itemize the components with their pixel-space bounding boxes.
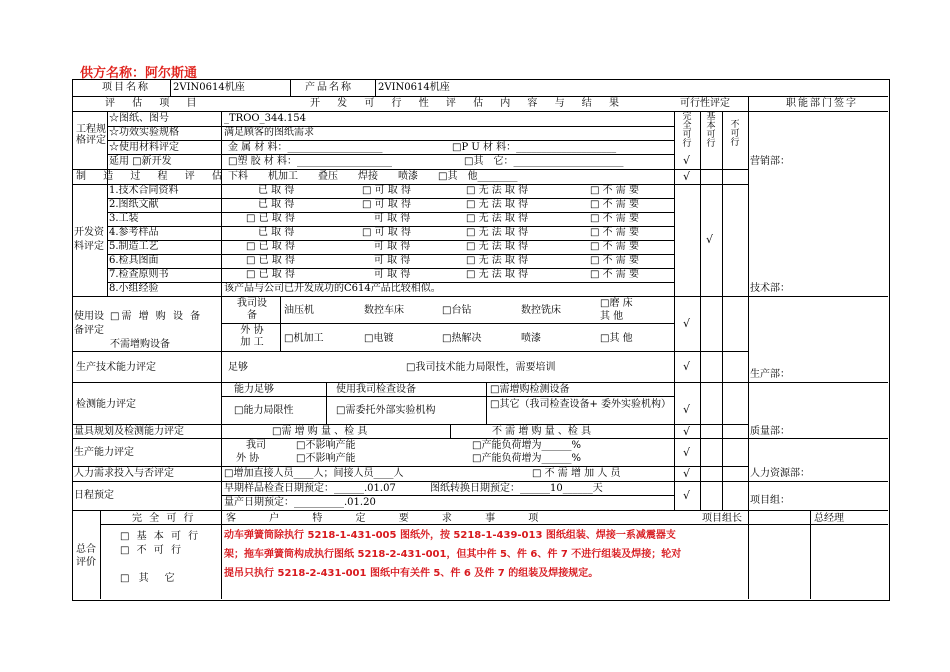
dev-row-unobtainable: □ 无 法 取 得 [466, 213, 529, 224]
overall-other: □ 其 它 [120, 573, 178, 584]
header-fully-feasible: 完全可行 [682, 112, 692, 149]
column-content-header: 开 发 可 行 性 评 估 内 容 与 结 果 [310, 98, 626, 109]
equip-cnc-lathe: 数控车床 [364, 305, 404, 316]
extend-new-item: 延用 □新开发 [109, 156, 172, 167]
capacity-own-increase: □产能负荷增为______% [472, 440, 581, 451]
gauge-label: 量具规划及检测能力评定 [74, 426, 184, 437]
tech-dept-sign: 技术部： [750, 283, 790, 294]
team-experience-item: 8.小组经验 [109, 283, 159, 294]
dev-row-obtained: 已 取 得 [258, 185, 295, 196]
marketing-sign: 营销部： [750, 156, 790, 167]
dev-row-unneeded: □ 不 需 要 [590, 269, 639, 280]
production-dept-sign: 生产部： [750, 369, 790, 380]
inspection-label: 检测能力评定 [76, 399, 136, 410]
inspect-limited: □能力局限性 [234, 405, 294, 416]
outsource-machining: □机加工 [284, 333, 324, 344]
dev-row-item: 7.检查原则书 [109, 269, 169, 280]
overall-basically-feasible: □ 基 本 可 行 [120, 531, 201, 542]
dev-row-obtained: □ 已 取 得 [246, 255, 295, 266]
dev-row-item: 3.工装 [109, 213, 139, 224]
engineering-label: 工程规格评定 [76, 124, 106, 146]
dev-row-item: 6.检具图面 [109, 255, 159, 266]
gauge-no-add: 不 需 增 购 量 、检 具 [492, 426, 592, 437]
equip-bench-drill: □台钻 [442, 305, 472, 316]
schedule-label: 日程预定 [74, 490, 114, 501]
other-material: □其 它：______________________ [464, 156, 624, 167]
dev-row-obtainable: □ 可 取 得 [362, 199, 411, 210]
header-not-feasible: 不可行 [730, 120, 740, 148]
equipment-check: √ [683, 317, 691, 330]
dev-row-obtained: □ 已 取 得 [246, 213, 295, 224]
plastic-material: □塑 胶 材 料：___________________ [228, 156, 392, 167]
dev-row-obtainable: 可 取 得 [374, 269, 411, 280]
gauge-add: □需 增 购 量 、检 具 [272, 426, 368, 437]
column-signature-header: 职能部门签字 [786, 98, 858, 109]
customer-requirements-text: 动车弹簧筒除执行 5218-1-431-005 图纸外，按 5218-1-439-013 图纸组装、焊接一系减震器支架；拖车弹簧筒构成执行图纸 5218-2-431-001，但其中件 5、件 6、件 7 不进行组装及焊接；轮对提吊只执行 5218-2-431-001 图纸中有关件 5、件 6 及件 7 的组装及焊接规定。 [224, 530, 682, 579]
hr-label: 人力需求投入与否评定 [74, 468, 174, 479]
own-equipment-label: 我司设备 [237, 298, 267, 321]
dev-row-obtained: 已 取 得 [258, 199, 295, 210]
pu-material: □P U 材 料：____________________ [452, 142, 617, 153]
project-leader-label: 项目组长 [702, 513, 742, 524]
manufacturing-check: √ [683, 170, 691, 183]
project-team-sign: 项目组： [750, 495, 790, 506]
engineering-check: √ [683, 154, 691, 167]
efficacy-item: ☆功效实验规格 [109, 127, 179, 138]
inspection-check: √ [683, 403, 691, 416]
hr-no-add: □ 不 需 增 加 人 员 [532, 468, 621, 479]
dev-row-unneeded: □ 不 需 要 [590, 199, 639, 210]
production-tech-label: 生产技术能力评定 [76, 362, 156, 373]
drawing-conversion-date: 图纸转换日期预定：______10______天 [430, 483, 603, 494]
dev-row-unneeded: □ 不 需 要 [590, 185, 639, 196]
dev-row-unobtainable: □ 无 法 取 得 [466, 241, 529, 252]
dev-row-unobtainable: □ 无 法 取 得 [466, 185, 529, 196]
hr-add-staff: □增加直接人员____人；间接人员____人 [224, 468, 404, 479]
dev-row-unobtainable: □ 无 法 取 得 [466, 199, 529, 210]
equip-grinder: □磨 床 [600, 298, 633, 309]
dev-row-obtainable: 可 取 得 [374, 255, 411, 266]
dev-row-item: 5.制造工艺 [109, 241, 159, 252]
hr-dept-sign: 人力资源部： [750, 468, 810, 479]
quality-dept-sign: 质量部： [750, 426, 790, 437]
material-item: ☆使用材料评定 [109, 142, 179, 153]
capacity-label: 生产能力评定 [74, 447, 134, 458]
manufacturing-label: 制 造 过 程 评 估 [76, 171, 229, 182]
dev-row-unobtainable: □ 无 法 取 得 [466, 227, 529, 238]
inspect-add-equipment: □需增购检测设备 [490, 384, 570, 395]
dev-row-unobtainable: □ 无 法 取 得 [466, 269, 529, 280]
mass-production-date: 量产日期预定：__________.01.20 [224, 497, 376, 508]
dev-row-unneeded: □ 不 需 要 [590, 213, 639, 224]
gauge-check: √ [683, 425, 691, 438]
outsource-painting: 喷漆 [521, 333, 541, 344]
dev-row-obtainable: 可 取 得 [374, 241, 411, 252]
dev-row-obtained: 已 取 得 [258, 227, 295, 238]
tech-limited: □我司技术能力局限性，需要培训 [406, 362, 556, 373]
dev-row-obtained: □ 已 取 得 [246, 241, 295, 252]
dev-row-obtainable: □ 可 取 得 [362, 227, 411, 238]
drawing-item: ☆图纸、图号 [109, 113, 169, 124]
equip-other: 其 他 [600, 311, 624, 322]
dev-row-unneeded: □ 不 需 要 [590, 241, 639, 252]
dev-row-obtainable: 可 取 得 [374, 213, 411, 224]
equipment-no-add-option: 不需增购设备 [110, 339, 170, 350]
capacity-check: √ [683, 446, 691, 459]
inspect-own-equipment: 使用我司检查设备 [336, 384, 416, 395]
overall-not-feasible: □ 不 可 行 [120, 545, 183, 556]
tech-sufficient: 足够 [228, 362, 248, 373]
project-name-label: 项目名称 [102, 82, 150, 93]
equip-cnc-mill: 数控铣床 [521, 305, 561, 316]
dev-row-unneeded: □ 不 需 要 [590, 227, 639, 238]
outsource-other: □其 他 [600, 333, 633, 344]
overall-fully-feasible: 完 全 可 行 [132, 513, 196, 524]
schedule-check: √ [683, 489, 691, 502]
outsource-plating: □电镀 [364, 333, 394, 344]
inspect-outsource-lab: □需委托外部实验机构 [336, 405, 436, 416]
dev-row-obtainable: □ 可 取 得 [362, 185, 411, 196]
dev-data-check: √ [706, 233, 714, 246]
general-manager-label: 总经理 [814, 513, 844, 524]
dev-row-item: 2.图纸文献 [109, 199, 159, 210]
outsource-label: 外 协 加 工 [240, 325, 264, 348]
column-item-header: 评 估 项 目 [105, 98, 204, 109]
metal-material: 金 属 材 料：___________________ [228, 142, 383, 153]
capacity-out-unaffected: □不影响产能 [296, 453, 356, 464]
capacity-own-label: 我司 [246, 440, 266, 451]
inspect-sufficient: 能力足够 [234, 384, 274, 395]
overall-evaluation-label: 总合评价 [76, 544, 96, 568]
equipment-add-option: □需 增 购 设 备 [110, 311, 203, 322]
product-name-value: 2VIN0614机座 [378, 82, 450, 93]
dev-row-unneeded: □ 不 需 要 [590, 255, 639, 266]
capacity-out-increase: □产能负荷增为______% [472, 453, 581, 464]
team-experience-value: 该产品与公司已开发成功的C614产品比较相似。 [224, 283, 441, 294]
product-name-label: 产品名称 [305, 82, 353, 93]
supplier-name: 供方名称：阿尔斯通 [80, 66, 198, 81]
early-sample-date: 早期样品检查日期预定：______.01.07 [224, 483, 396, 494]
tech-check: √ [683, 360, 691, 373]
drawing-value: _TROO_344.154 [224, 113, 306, 124]
dev-row-unobtainable: □ 无 法 取 得 [466, 255, 529, 266]
capacity-own-unaffected: □不影响产能 [296, 440, 356, 451]
inspect-other: □其它（我司检查设备+ 委外实验机构） [490, 399, 672, 410]
hr-check: √ [683, 467, 691, 480]
capacity-out-label: 外 协 [236, 453, 260, 464]
efficacy-value: 满足顾客的图纸需求 [224, 127, 314, 138]
header-basically-feasible: 基本可行 [706, 112, 716, 149]
equipment-label: 使用设备评定 [74, 311, 104, 336]
column-feasibility-header: 可行性评定 [680, 98, 730, 109]
dev-row-item: 4.参考样品 [109, 227, 159, 238]
outsource-heat-treatment: □热解决 [442, 333, 482, 344]
dev-data-label: 开发资料评定 [74, 227, 104, 252]
manufacturing-options: 下料 机加工 叠压 焊接 喷漆 □其 他________ [228, 171, 518, 182]
equip-hydraulic-press: 油压机 [284, 305, 314, 316]
project-name-value: 2VIN0614机座 [173, 82, 245, 93]
dev-row-obtained: □ 已 取 得 [246, 269, 295, 280]
customer-requirements-header: 客 户 特 定 要 求 事 项 [226, 513, 554, 524]
dev-row-item: 1.技术合同资料 [109, 185, 179, 196]
